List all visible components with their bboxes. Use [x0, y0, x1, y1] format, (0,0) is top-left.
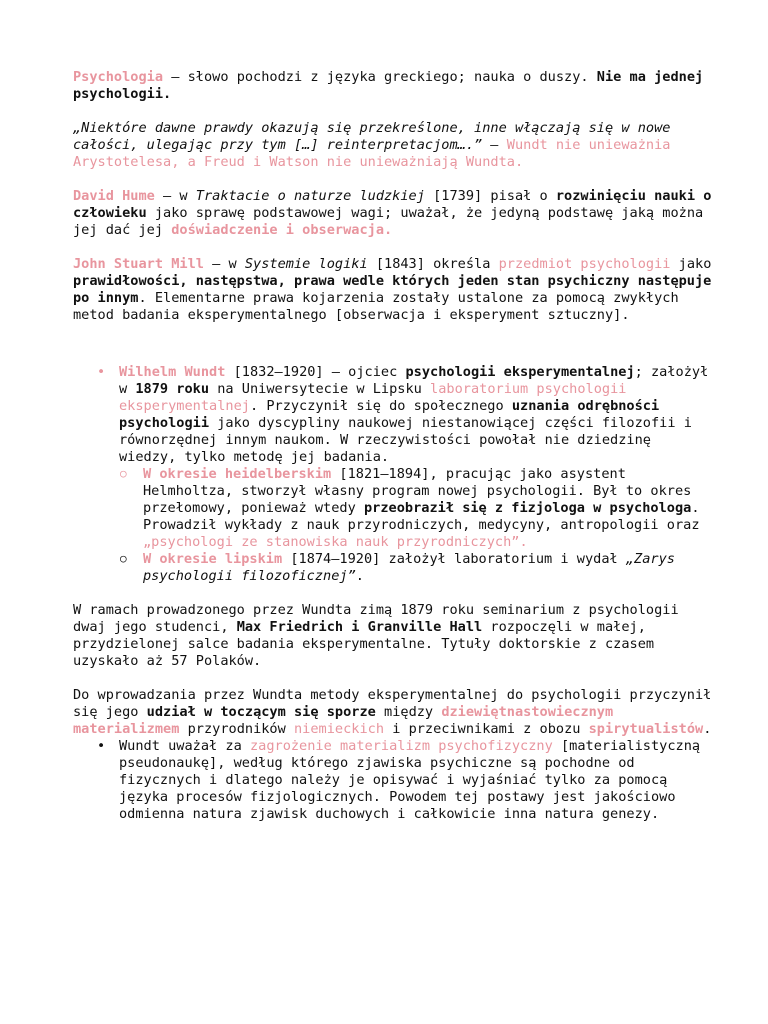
document-page [73, 69, 713, 823]
psychology-term: Psychologia [73, 69, 164, 85]
wundt-note: Wundt nie unieważnia Arystotelesa, a Freud i Watson nie unieważniają Wundta. [73, 137, 671, 170]
dispute-paragraph: Do wprowadzania przez Wundta metody eksperymentalnej do psychologii przyczynił się jego udział w toczącym się sporze między dziewiętnastowiecznym materializmem przyrodników niemieckich i przeciwnikami z obozu spirytualistów. [73, 687, 712, 737]
bullet-icon: • [97, 364, 106, 380]
circle-bullet-icon: ○ [120, 552, 127, 565]
quote-paragraph [73, 120, 713, 171]
list-item-wundt: • Wilhelm Wundt [1832–1920] – ojciec psychologii eksperymentalnej; założył w 1879 roku na Uniwersytecie w Lipsku laboratorium psychologii eksperymentalnej. Przyczynił się do społecznego uznania odrębności psychologii jako dyscypliny naukowej niestanowiącej części filozofii i równorzędnej innym naukom. W rzeczywistości powołał nie dziedzinę wiedzy, tylko metodę jej badania. [97, 364, 709, 465]
mill-name: John Stuart Mill [73, 256, 204, 272]
wundt-list [73, 364, 713, 585]
list-item-heidelberg: ○ W okresie heidelberskim [1821–1894], pracując jako asystent Helmholtza, stworzył własny program nowej psychologii. Był to okres przełomowy, ponieważ wtedy przeobraził się z fizjologa w psychologa. Prowadził wykłady z nauk przyrodniczych, medycyny, antropologii oraz „psychologi ze stanowiska nauk przyrodniczych”. [120, 466, 700, 550]
seminar-paragraph: W ramach prowadzonego przez Wundta zimą 1879 roku seminarium z psychologii dwaj jego studenci, Max Friedrich i Granville Hall rozpoczęli w małej, przydzielonej salce badania eksperymentalne. Tytuły doktorskie z czasem uzyskało aż 57 Polaków. [73, 602, 679, 669]
bullet-icon: • [97, 738, 106, 754]
hume-name: David Hume [73, 188, 155, 204]
hume-paragraph: David Hume – w Traktacie o naturze ludzkiej [1739] pisał o rozwinięciu nauki o człowieku jako sprawę podstawowej wagi; uważał, że jedyną podstawę jaką można jej dać jej doświadczenie i obserwacja. [73, 188, 712, 238]
quote-text: „Niektóre dawne prawdy okazują się przekreślone, inne włączają się w nowe całości, ulegając przy tym […] reinterpretacjom….” – [73, 120, 671, 153]
list-item-leipzig: ○ W okresie lipskim [1874–1920] założył laboratorium i wydał „Zarys psychologii filozoficznej”. [120, 551, 675, 584]
materialism-list [73, 738, 713, 823]
circle-bullet-icon: ○ [120, 467, 127, 480]
list-item-materialism: • Wundt uważał za zagrożenie materializm psychofizyczny [materialistyczną pseudonaukę], według którego zjawiska psychiczne są pochodne od fizycznych i dlatego należy je opisywać i wyjaśniać tylko za pomocą języka procesów fizjologicznych. Powodem tej postawy jest jakościowo odmienna natura zjawisk duchowych i całkowicie inna natura genezy. [97, 738, 701, 822]
wundt-name: Wilhelm Wundt [119, 364, 226, 380]
mill-paragraph: John Stuart Mill – w Systemie logiki [1843] określa przedmiot psychologii jako prawidłowości, następstwa, prawa wedle których jeden stan psychiczny następuje po innym. Elementarne prawa kojarzenia zostały ustalone za pomocą zwykłych metod badania eksperymentalnego [obserwacja i eksperyment sztuczny]. [73, 256, 712, 323]
psychology-definition-paragraph: Psychologia – słowo pochodzi z języka greckiego; nauka o duszy. Nie ma jednej psychologii. [73, 69, 704, 102]
